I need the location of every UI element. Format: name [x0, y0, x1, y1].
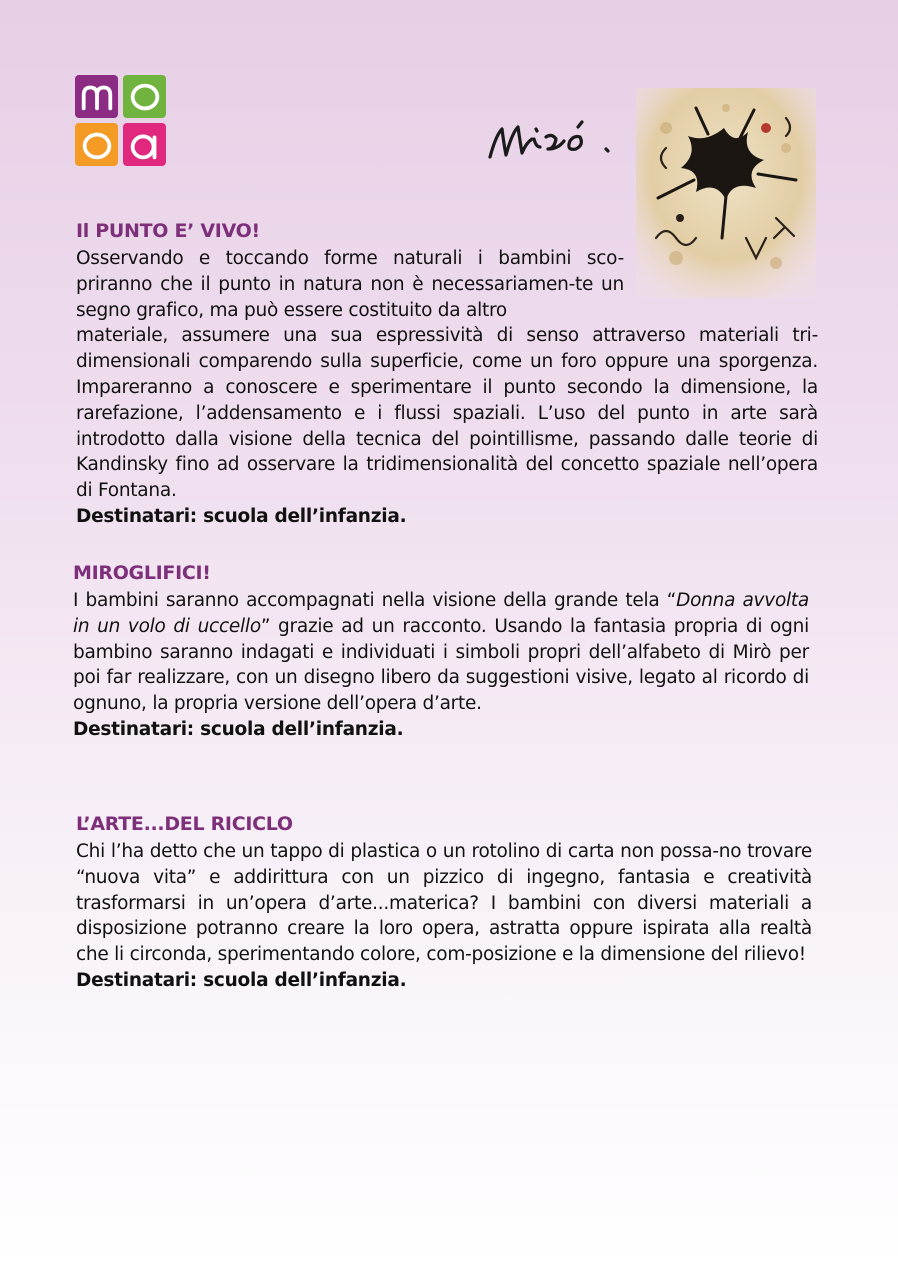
section-miroglifici [73, 562, 809, 743]
section-body-text: materiale, assumere una sua espressività di senso attraverso materiali tri-dimensionali comparendo sulla superficie, come un foro oppure una sporgenza. Impareranno a conoscere e sperimentare il punto secondo la dimensione, la rarefazione, l’addensamento e i flussi spaziali. L’uso del punto in arte sarà introdotto dalla visione della tecnica del pointillisme, passando dalle teorie di Kandinsky fino ad osservare la tridimensionalità del concetto spaziale nell’opera di Fontana. [76, 325, 818, 502]
section-audience: Destinatari: scuola dell’infanzia. [76, 505, 407, 527]
section-audience: Destinatari: scuola dell’infanzia. [76, 969, 407, 991]
section-title: MIROGLIFICI! [73, 562, 211, 584]
logo-letter-a-icon [126, 126, 164, 164]
logo-letter-m-icon [78, 78, 116, 116]
miro-signature [486, 105, 636, 180]
logo-letter-o-icon [78, 126, 116, 164]
section-body-text [73, 588, 809, 717]
logo-tile-a [123, 123, 166, 166]
section-arte-del-riciclo [76, 813, 812, 994]
body-text-end: ” grazie ad un racconto. Usando la fantasia propria di ogni bambino saranno indagati e individuati i simboli propri dell’alfabeto di Mirò per poi far realizzare, con un disegno libero da suggestioni visive, legato al ricordo di ognuno, la propria versione dell’opera d’arte. [73, 615, 809, 715]
artwork-title: Donna avvolta in un volo di uccello [73, 590, 809, 637]
section-il-punto-e-vivo [76, 220, 818, 530]
section-audience: Destinatari: scuola dell’infanzia. [73, 718, 404, 740]
section-body-text: Chi l’ha detto che un tappo di plastica o un rotolino di carta non possa-no trovare “nuova vita” e addirittura con un pizzico di ingegno, fantasia e creatività trasformarsi in un’opera d’arte...materica? I bambini con diversi materiali a disposizione potranno creare la loro opera, astratta oppure ispirata alla realtà che li circonda, sperimentando colore, com-posizione e la dimensione del rilievo! [76, 841, 812, 966]
section-title: Il PUNTO E’ VIVO! [76, 220, 260, 242]
section-intro-text: Osservando e toccando forme naturali i bambini sco-priranno che il punto in natura non è necessariamen-te un segno grafico, ma può essere costituito da altro [76, 248, 624, 321]
moca-logo [75, 75, 166, 166]
logo-tile-o [123, 75, 166, 118]
logo-letter-o-icon [126, 78, 164, 116]
body-text-start: I bambini saranno accompagnati nella visione della grande tela “ [73, 590, 677, 611]
section-title: L’ARTE...DEL RICICLO [76, 813, 293, 835]
logo-tile-o-second [75, 123, 118, 166]
logo-tile-m [75, 75, 118, 118]
